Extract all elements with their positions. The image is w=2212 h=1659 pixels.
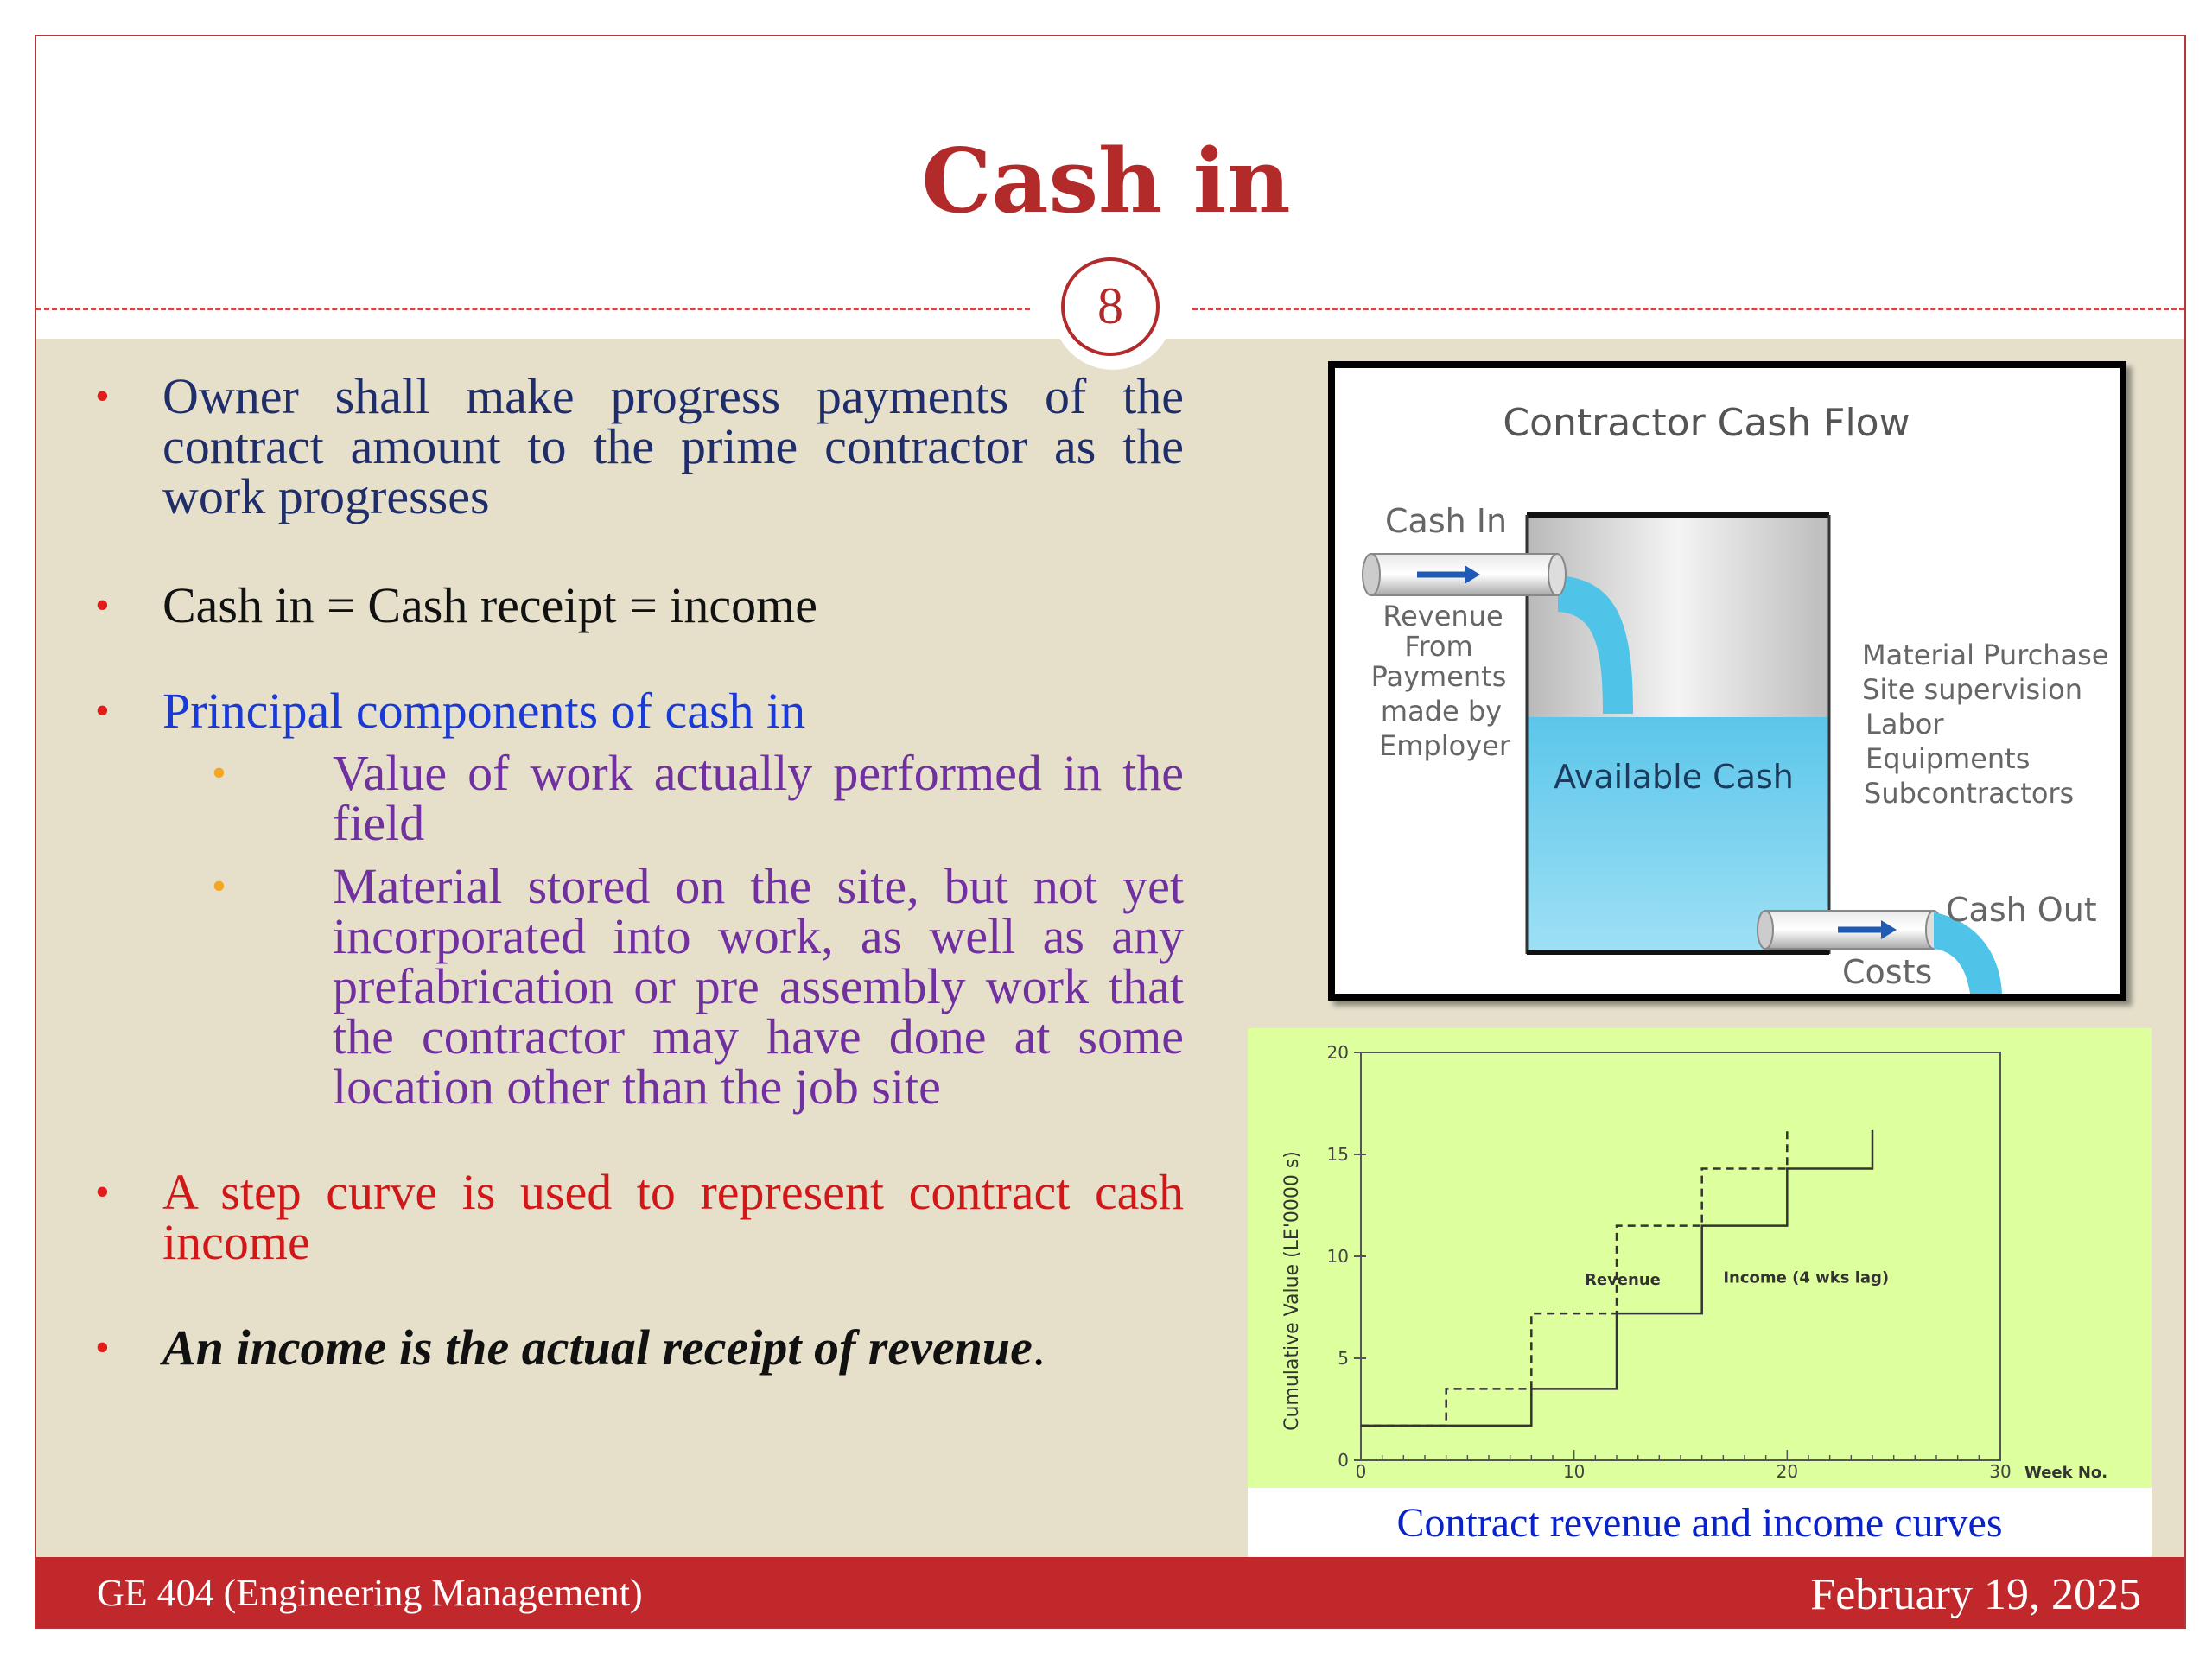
bullet-period: . <box>1032 1319 1046 1376</box>
sub-bullet-dot-icon: • <box>212 863 226 909</box>
bullet-text: Principal components of cash in <box>162 683 806 739</box>
series-label-revenue: Revenue <box>1585 1271 1661 1290</box>
title-divider-right <box>1192 308 2184 310</box>
inlet-pipe-mouth <box>1548 554 1566 595</box>
footer-course: GE 404 (Engineering Management) <box>97 1572 643 1614</box>
sub-bullet-dot-icon: • <box>212 750 226 796</box>
y-tick-label: 20 <box>1326 1042 1349 1063</box>
bullet-dot-icon: • <box>95 1169 110 1215</box>
y-tick-label: 5 <box>1338 1348 1349 1369</box>
series-label-income: Income (4 wks lag) <box>1723 1268 1890 1287</box>
sub-bullet-text: Value of work actually performed in the field <box>333 745 1184 851</box>
bullet-item <box>95 1319 1184 1376</box>
cost-item: Site supervision <box>1862 673 2082 706</box>
x-axis-label: Week No. <box>2024 1464 2108 1482</box>
footer-date: February 19, 2025 <box>1810 1570 2141 1619</box>
cash-flow-diagram <box>1328 361 2126 1001</box>
bullet-dot-icon: • <box>95 582 110 628</box>
cost-item: Subcontractors <box>1864 777 2075 810</box>
bullet-item <box>95 368 1184 524</box>
bullet-item <box>95 577 1184 633</box>
y-axis-label: Cumulative Value (LE'0000 s) <box>1281 1151 1303 1431</box>
y-tick-label: 10 <box>1326 1246 1349 1267</box>
revenue-line: Payments <box>1370 660 1507 693</box>
bullet-text: Owner shall make progress payments of the contract amount to the prime contractor as the work progresses <box>162 368 1184 524</box>
revenue-line: From <box>1404 630 1473 663</box>
chart-svg <box>1248 1028 2152 1488</box>
cash-in-label: Cash In <box>1385 502 1508 540</box>
x-tick-label: 10 <box>1562 1461 1586 1482</box>
footer-bar <box>36 1557 2184 1628</box>
cost-item: Equipments <box>1866 742 2031 775</box>
outlet-pipe-end <box>1758 911 1773 949</box>
bullet-dot-icon: • <box>95 373 110 419</box>
bullet-list <box>95 368 1184 1376</box>
revenue-line: made by <box>1380 695 1503 728</box>
x-tick-label: 30 <box>1989 1461 2012 1482</box>
costs-label: Costs <box>1842 953 1933 991</box>
revenue-line: Revenue <box>1382 600 1503 632</box>
cash-flow-svg <box>1335 368 2120 994</box>
x-tick-label: 0 <box>1355 1461 1367 1482</box>
inlet-pipe-end <box>1363 554 1380 595</box>
sub-bullet-item <box>95 745 1184 851</box>
slide-number: 8 <box>1061 257 1160 356</box>
cost-item: Material Purchase <box>1862 639 2109 671</box>
bullet-dot-icon: • <box>95 1325 110 1370</box>
y-tick-label: 0 <box>1338 1450 1349 1471</box>
slide-title: Cash in <box>921 130 1291 233</box>
chart-caption: Contract revenue and income curves <box>1396 1500 2003 1546</box>
revenue-line: Employer <box>1379 729 1510 762</box>
available-cash-label: Available Cash <box>1554 758 1794 796</box>
x-tick-label: 20 <box>1776 1461 1799 1482</box>
bullet-text: Cash in = Cash receipt = income <box>162 577 818 633</box>
sub-bullet-item <box>95 858 1184 1115</box>
bullet-text-emphasis: An income is the actual receipt of revenue <box>162 1319 1033 1376</box>
revenue-income-chart <box>1248 1028 2152 1557</box>
title-divider-left <box>36 308 1030 310</box>
bullet-text: A step curve is used to represent contract cash income <box>162 1164 1184 1270</box>
bullet-item <box>95 683 1184 739</box>
bullet-dot-icon: • <box>95 688 110 734</box>
cash-flow-title: Contractor Cash Flow <box>1503 401 1910 445</box>
sub-bullet-text: Material stored on the site, but not yet incorporated into work, as well as any prefabrication or pre assembly work that the contractor may have done at some location other than the job site <box>333 858 1184 1115</box>
cash-out-label: Cash Out <box>1946 891 2097 929</box>
plot-frame <box>1361 1052 2000 1460</box>
cost-item: Labor <box>1866 708 1944 741</box>
y-tick-label: 15 <box>1326 1144 1349 1165</box>
bullet-item <box>95 1164 1184 1270</box>
